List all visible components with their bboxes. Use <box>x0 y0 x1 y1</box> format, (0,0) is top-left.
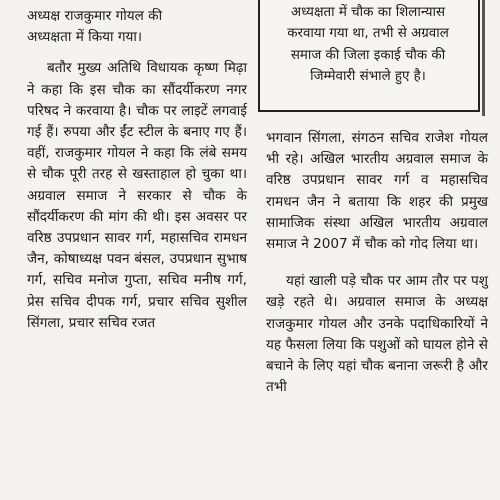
quote-box <box>258 0 480 112</box>
right-paragraph-2: यहां खाली पड़े चौक पर आम तौर पर पशु खड़े रहते थे। अग्रवाल समाज के अध्यक्ष राजकुमार गोयल और उनके पदाधिकारियों ने यह फैसला लिया कि पशुओं को घायल होने से बचाने के लिए यहां चौक बनाना जरूरी है और तभी <box>266 273 488 396</box>
box-line-1: करवाया गया था, तभी से अग्रवाल <box>287 26 449 42</box>
left-line-2: अध्यक्षता में किया गया। <box>27 29 143 46</box>
left-column <box>0 0 247 334</box>
box-line-0: अध्यक्षता में चौक का शिलान्यास <box>290 5 446 20</box>
right-paragraph-1: भगवान सिंगला, संगठन सचिव राजेश गोयल भी रहे। अखिल भारतीय अग्रवाल समाज के वरिष्ठ उपप्रधान सावर गर्ग व महासचिव रामधन जैन ने बताया कि शहर की प्रमुख सामाजिक संस्था अखिल भारतीय अग्रवाल समाज ने 2007 में चौक को गोद लिया था। <box>266 130 488 253</box>
left-paragraph-2: बतौर मुख्य अतिथि विधायक कृष्ण मिढ़ा ने कहा कि इस चौक का सौंदर्यीकरण नगर परिषद ने करवाया है। चौक पर लाइटें लगवाई गई हैं। रुपया और ईंट स्टील के बनाए गए हैं। वहीं, राजकुमार गोयल ने कहा कि लंबे समय से चौक पूरी तरह से खस्ताहाल हो चुका था। अग्रवाल समाज ने सरकार से चौक के सौंदर्यीकरण की मांग की थी। इस अवसर पर वरिष्ठ उपप्रधान सावर गर्ग, महासचिव रामधन जैन, कोषाध्यक्ष पवन बंसल, उपप्रधान सुभाष गर्ग, सचिव मनोज गुप्ता, सचिव मनीष गर्ग, प्रेस सचिव दीपक गर्ग, प्रचार सचिव सुशील सिंगला, प्रचार सचिव रजत <box>27 60 247 331</box>
box-shadow <box>482 0 485 116</box>
left-line-1: अध्यक्ष राजकुमार गोयल की <box>27 8 163 24</box>
right-column <box>258 128 500 398</box>
box-line-2: समाज की जिला इकाई चौक की <box>290 47 446 63</box>
left-top-lines <box>27 0 247 48</box>
box-line-3: जिम्मेवारी संभाले हुए है। <box>310 69 426 85</box>
